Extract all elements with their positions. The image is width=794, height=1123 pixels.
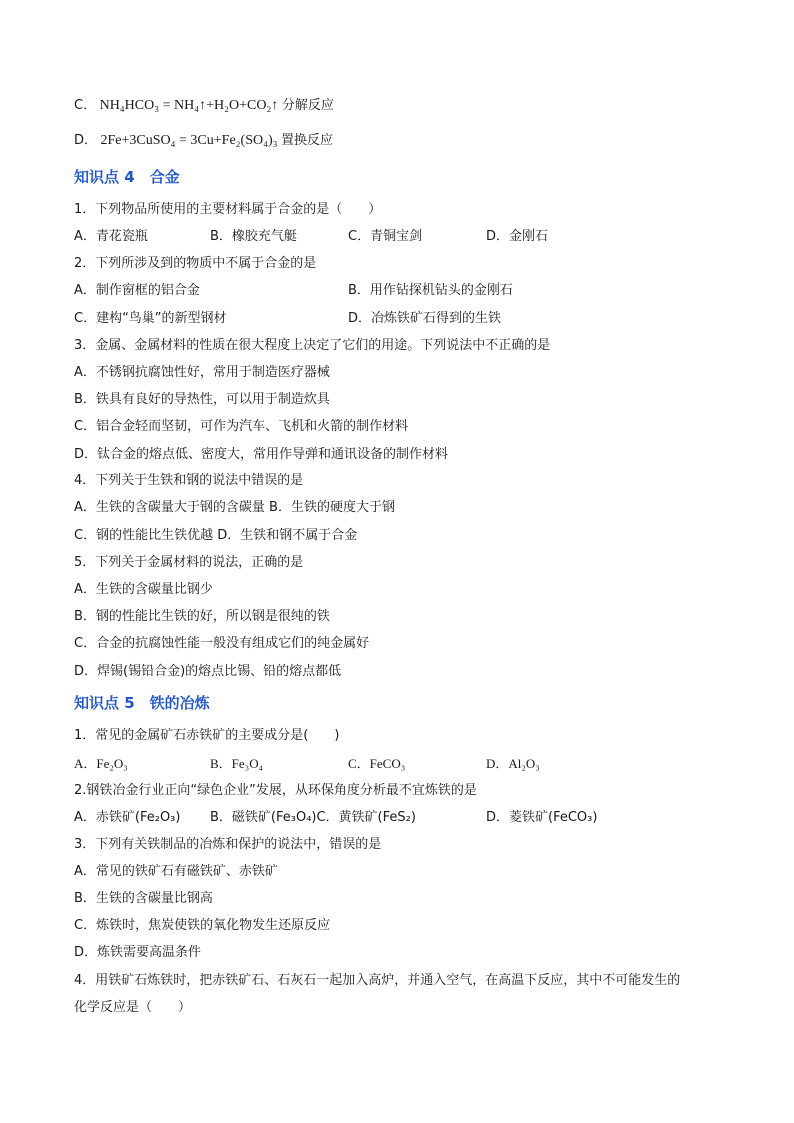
option-label: C． [74,98,97,113]
chemical-equation: NH₄HCO₃ = NH₄↑+H₂O+CO₂↑ [99,98,279,113]
option-c-formula-line [74,97,334,115]
answer-option: D．钛合金的熔点低、密度大，常用作导弹和通讯设备的制作材料 [74,447,449,462]
answer-option: A．青花瓷瓶 [74,229,148,244]
answer-option: B．钢的性能比生铁的好，所以钢是很纯的铁 [74,609,330,624]
question-stem-continued: 化学反应是（ ） [74,1000,192,1015]
answer-option: D．冶炼铁矿石得到的生铁 [348,311,502,326]
question-stem: 2．下列所涉及到的物质中不属于合金的是 [74,256,317,271]
answer-option: D．菱铁矿(FeCO₃) [486,810,598,825]
reaction-type: 置换反应 [281,133,334,148]
option-d-formula-line [74,132,333,150]
question-stem: 4．用铁矿石炼铁时，把赤铁矿石、石灰石一起加入高炉，并通入空气，在高温下反应，其中不可能发生的 [74,973,681,988]
question-stem: 5．下列关于金属材料的说法，正确的是 [74,555,304,570]
answer-option: D．焊锡(锡铅合金)的熔点比锡、铅的熔点都低 [74,664,342,679]
answer-option: C．青铜宝剑 [348,229,423,244]
option-label: D． [74,133,98,148]
answer-option: B．铁具有良好的导热性，可以用于制造炊具 [74,392,330,407]
answer-option: C．建构“鸟巢”的新型钢材 [74,311,227,326]
answer-option: A．生铁的含碳量大于钢的含碳量 B．生铁的硬度大于钢 [74,500,395,515]
answer-option: B．用作钻探机钻头的金刚石 [348,283,513,298]
section-heading: 知识点 5 铁的冶炼 [74,694,210,712]
answer-option: C．铝合金轻而坚韧，可作为汽车、飞机和火箭的制作材料 [74,419,409,434]
answer-option: B．磁铁矿(Fe₃O₄)C．黄铁矿(FeS₂) [210,810,416,825]
question-stem: 4．下列关于生铁和钢的说法中错误的是 [74,473,304,488]
section-heading: 知识点 4 合金 [74,168,180,186]
answer-option: B．橡胶充气艇 [210,229,297,244]
answer-option: B．Fe₃O₄ [210,756,264,771]
question-stem: 3．下列有关铁制品的冶炼和保护的说法中，错误的是 [74,837,382,852]
answer-option: A．常见的铁矿石有磁铁矿、赤铁矿 [74,864,278,879]
question-stem: 1．下列物品所使用的主要材料属于合金的是（ ） [74,202,382,217]
answer-option: D．炼铁需要高温条件 [74,945,202,960]
answer-option: A．赤铁矿(Fe₂O₃) [74,810,181,825]
answer-option: C．钢的性能比生铁优越 D．生铁和钢不属于合金 [74,528,358,543]
answer-option: A．Fe₂O₃ [74,756,128,771]
answer-option: A．不锈钢抗腐蚀性好，常用于制造医疗器械 [74,365,330,380]
answer-option: A．制作窗框的铝合金 [74,283,200,298]
answer-option: D．金刚石 [486,229,549,244]
answer-option: A．生铁的含碳量比钢少 [74,582,213,597]
question-stem: 3．金属、金属材料的性质在很大程度上决定了它们的用途。下列说法中不正确的是 [74,338,551,353]
answer-option: C．FeCO₃ [348,756,406,771]
question-stem: 2.钢铁冶金行业正向“绿色企业”发展，从环保角度分析最不宜炼铁的是 [74,783,477,798]
question-stem: 1．常见的金属矿石赤铁矿的主要成分是( ) [74,728,340,743]
chemical-equation: 2Fe+3CuSO₄ = 3Cu+Fe₂(SO₄)₃ [100,133,278,148]
answer-option: B．生铁的含碳量比钢高 [74,891,213,906]
answer-option: C．炼铁时，焦炭使铁的氧化物发生还原反应 [74,918,331,933]
reaction-type: 分解反应 [281,98,334,113]
answer-option: D．Al₂O₃ [486,756,540,771]
answer-option: C．合金的抗腐蚀性能一般没有组成它们的纯金属好 [74,636,370,651]
